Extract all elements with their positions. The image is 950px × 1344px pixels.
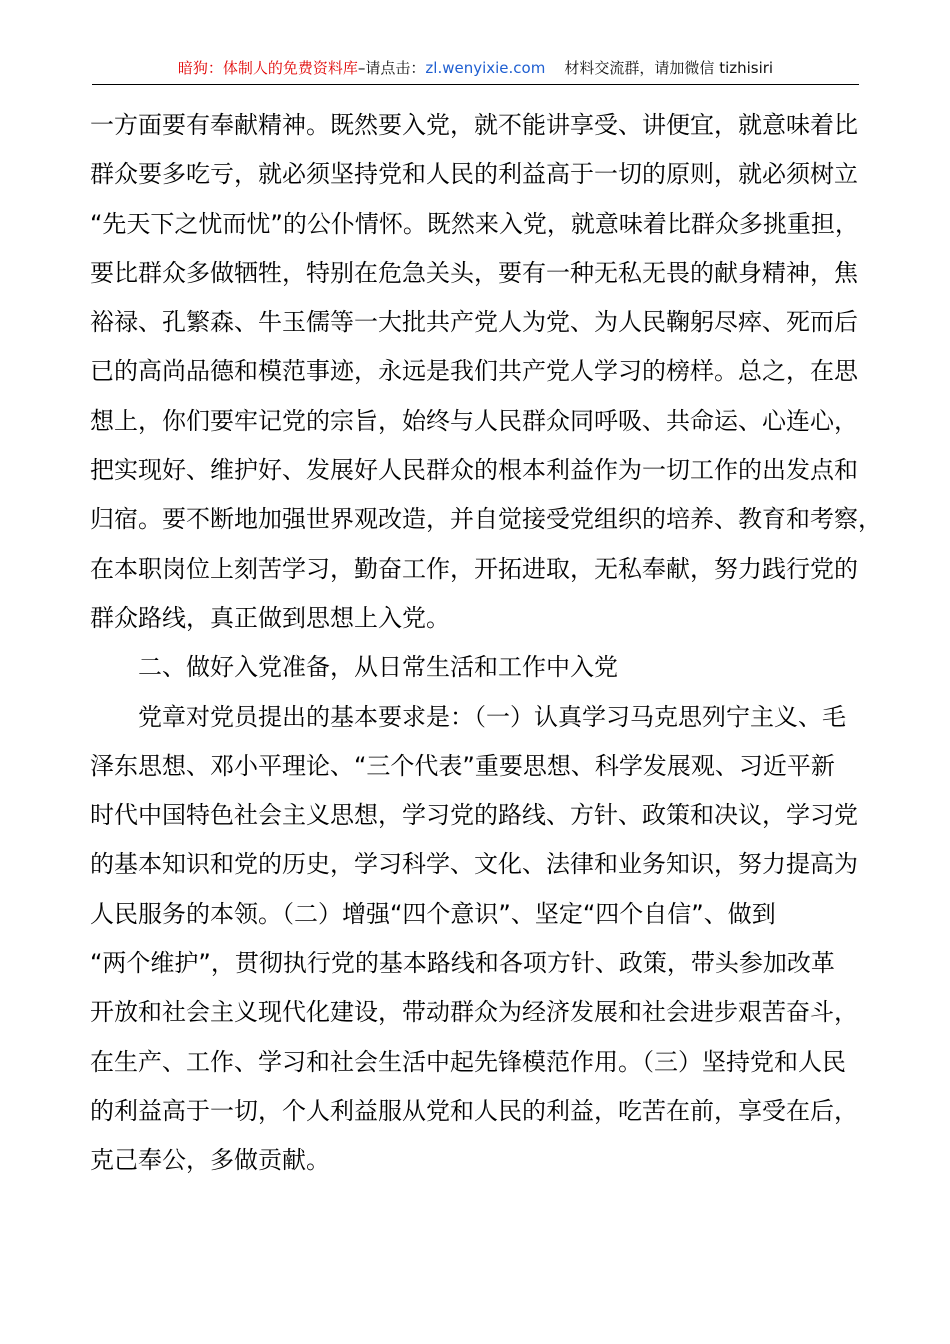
text-line: 在生产、工作、学习和社会生活中起先锋模范作用。（三）坚持党和人民 xyxy=(90,1047,846,1076)
text-line: 归宿。要不断地加强世界观改造，并自觉接受党组织的培养、教育和考察， xyxy=(90,505,882,534)
text-line: 要比群众多做牺牲，特别在危急关头，要有一种无私无畏的献身精神，焦 xyxy=(90,258,858,287)
text-line: 一方面要有奉献精神。既然要入党，就不能讲享受、讲便宜，就意味着比 xyxy=(90,111,858,139)
text-line: 已的高尚品德和模范事迹，永远是我们共产党人学习的榜样。总之，在思 xyxy=(90,357,858,386)
text-line: 时代中国特色社会主义思想，学习党的路线、方针、政策和决议，学习党 xyxy=(90,801,858,830)
text-line: 把实现好、维护好、发展好人民群众的根本利益作为一切工作的出发点和 xyxy=(90,456,858,485)
text-line: 党章对党员提出的基本要求是：（一）认真学习马克思列宁主义、毛 xyxy=(138,702,846,731)
text-line: “两个维护”，贯彻执行党的基本路线和各项方针、政策，带头参加改革 xyxy=(90,949,835,978)
text-line: 人民服务的本领。（二）增强“四个意识”、坚定“四个自信”、做到 xyxy=(90,899,776,928)
header-url-link[interactable]: zl.wenyixie.com xyxy=(425,59,546,77)
text-line: 想上，你们要牢记党的宗旨，始终与人民群众同呼吸、共命运、心连心， xyxy=(90,406,858,435)
text-line: “先天下之忧而忧”的公仆情怀。既然来入党，就意味着比群众多挑重担， xyxy=(90,209,859,238)
header-wechat-note: 材料交流群，请加微信 tizhisiri xyxy=(564,59,774,77)
header-click-prompt: –请点击： xyxy=(357,59,426,77)
text-line: 泽东思想、邓小平理论、“三个代表”重要思想、科学发展观、习近平新 xyxy=(90,751,835,780)
text-line: 的利益高于一切，个人利益服从党和人民的利益，吃苦在前，享受在后， xyxy=(90,1096,858,1125)
text-line: 群众要多吃亏，就必须坚持党和人民的利益高于一切的原则，就必须树立 xyxy=(90,160,858,189)
text-line: 开放和社会主义现代化建设，带动群众为经济发展和社会进步艰苦奋斗， xyxy=(90,998,858,1027)
text-line: 群众路线，真正做到思想上入党。 xyxy=(90,603,450,632)
document-body xyxy=(90,101,882,1186)
text-line: 裕禄、孔繁森、牛玉儒等一大批共产党人为党、为人民鞠躬尽瘁、死而后 xyxy=(90,308,858,337)
text-line: 克己奉公，多做贡献。 xyxy=(90,1146,330,1175)
section-heading: 二、做好入党准备，从日常生活和工作中入党 xyxy=(138,653,618,682)
text-line: 的基本知识和党的历史，学习科学、文化、法律和业务知识，努力提高为 xyxy=(90,850,858,879)
header-site-name: 暗狗：体制人的免费资料库 xyxy=(177,59,358,77)
text-line: 在本职岗位上刻苦学习，勤奋工作，开拓进取，无私奉献，努力践行党的 xyxy=(90,554,858,583)
page-header xyxy=(92,56,859,85)
